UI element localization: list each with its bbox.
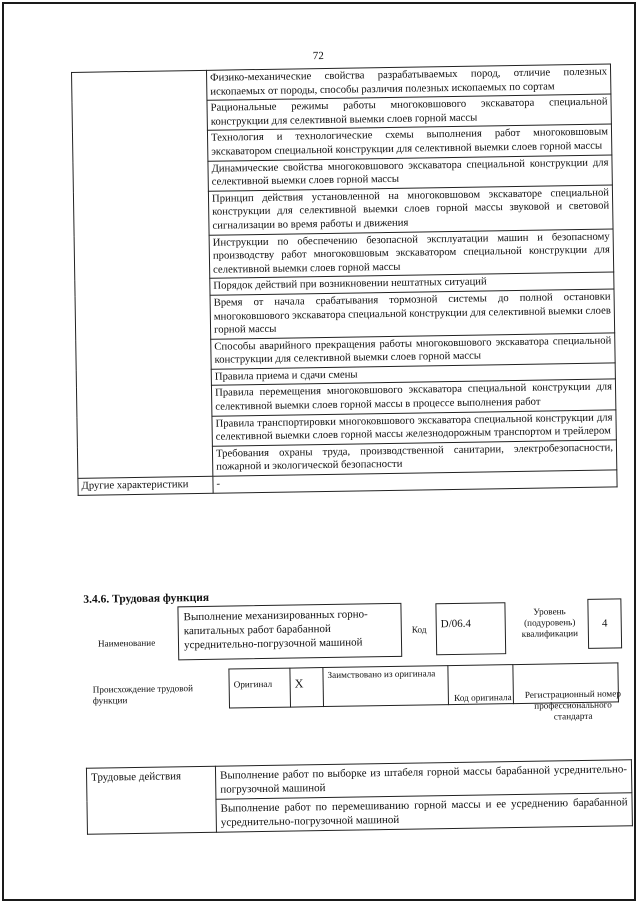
requirement-item: Физико-механические свойства разрабатываемых пород, отличие полезных ископаемых от породы, способы различия полезных ископаемых по сортам	[206, 64, 610, 101]
labor-action-item: Выполнение работ по перемешиванию горной массы и ее усреднению барабанной усреднительно-погрузочной машиной	[216, 793, 632, 833]
name-label: Наименование	[97, 637, 156, 649]
document-page	[22, 1, 636, 900]
labor-action-item: Выполнение работ по выборке из штабеля горной массы барабанной усреднительно-погрузочной машиной	[215, 760, 631, 800]
function-name-value: Выполнение механизированных горно-капитальных работ барабанной усреднительно-погрузочной машиной	[177, 603, 402, 661]
other-characteristics-label: Другие характеристики	[78, 476, 213, 495]
labor-actions-label: Трудовые действия	[86, 766, 216, 834]
original-label: Оригинал	[229, 668, 291, 708]
requirement-item: Технология и технологические схемы выполнения работ многоковшовым экскаватором специальной конструкции для селективной выемки слоев горной массы	[207, 124, 611, 161]
origin-label: Происхождение трудовой функции	[92, 683, 194, 706]
page-number: 72	[312, 49, 324, 63]
requirement-item: Способы аварийного прекращения работы многоковшового экскаватора специальной конструкции для селективной выемки слоев горной массы	[211, 333, 615, 370]
requirements-label-cell	[72, 70, 213, 478]
original-mark: X	[290, 668, 324, 708]
borrowed-label: Заимствовано из оригинала	[323, 666, 449, 707]
registration-number-caption: Регистрационный номер профессионального стандарта	[524, 688, 621, 722]
requirement-item: Принцип действия установленной на многоковшовом экскаваторе специальной конструкции для селективной выемки слоев горной массы звуковой и световой сигнализации во время работы и движения	[208, 185, 613, 235]
kod-label: Код	[411, 624, 427, 635]
other-characteristics-value: -	[213, 470, 617, 493]
requirement-item: Порядок действий при возникновении нештатных ситуаций	[210, 272, 614, 295]
function-code-value: D/06.4	[435, 602, 506, 655]
requirement-item: Время от начала срабатывания тормозной системы до полной остановки многоковшового экскаватора специальной конструкции для селективной выемки слоев горной массы	[210, 289, 615, 339]
requirement-item: Рациональные режимы работы многоковшового экскаватора специальной конструкции для селективной выемки слоев горной массы	[207, 94, 611, 131]
requirement-item: Правила перемещения многоковшового экскаватора специальной конструкции для селективной выемки слоев горной массы в процессе выполнения работ	[211, 379, 615, 416]
requirement-item: Правила приема и сдачи смены	[211, 363, 615, 386]
requirement-item: Динамические свойства многоковшового экскаватора специальной конструкции для селективной выемки слоев горной массы	[208, 155, 612, 192]
section-heading: 3.4.6. Трудовая функция	[83, 591, 210, 606]
requirements-table	[71, 63, 618, 495]
qualification-level-label: Уровень (подуровень) квалификации	[521, 606, 579, 639]
labor-actions-table	[86, 759, 633, 835]
requirement-item: Требования охраны труда, производственной санитарии, электробезопасности, пожарной и экологической безопасности	[212, 440, 616, 477]
qualification-level-value: 4	[587, 598, 622, 649]
original-code-caption: Код оригинала	[454, 692, 512, 704]
requirement-item: Инструкции по обеспечению безопасной эксплуатации машин и безопасному производству работ многоковшовым экскаватором специальной конструкции для селективной выемки слоев горной массы	[209, 228, 614, 278]
requirement-item: Правила транспортировки многоковшового экскаватора специальной конструкции для селективной выемки слоев горной массы железнодорожным транспортом и трейлером	[212, 410, 616, 447]
